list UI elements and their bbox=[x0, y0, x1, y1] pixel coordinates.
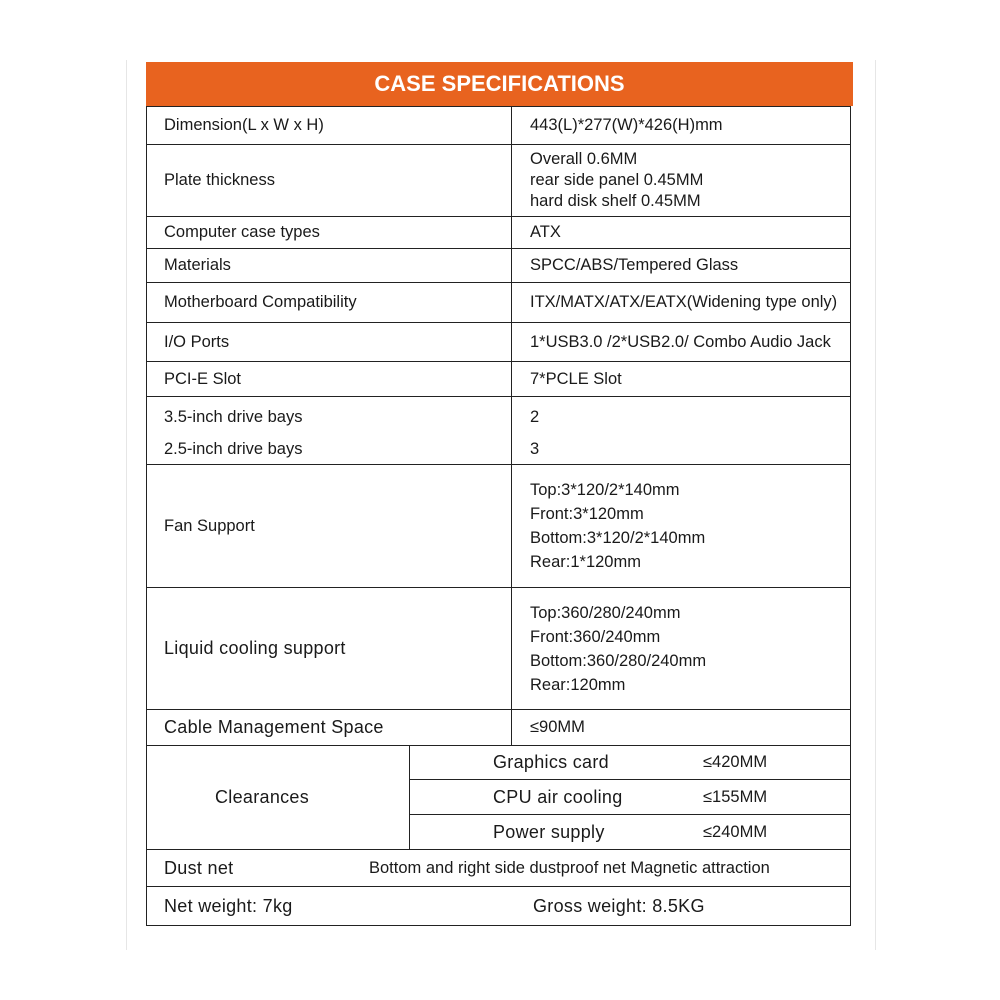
row-value bbox=[530, 145, 703, 216]
row-value: SPCC/ABS/Tempered Glass bbox=[530, 256, 739, 274]
value-line: Rear:1*120mm bbox=[530, 553, 641, 571]
row-value: ITX/MATX/ATX/EATX(Widening type only) bbox=[530, 293, 838, 311]
row-dimension bbox=[146, 106, 851, 145]
row-value: Bottom and right side dustproof net Magnetic attraction bbox=[369, 858, 770, 877]
row-value: 3 bbox=[530, 439, 540, 458]
row-label: Materials bbox=[164, 256, 231, 274]
row-dust-net bbox=[146, 850, 851, 887]
clearance-value: ≤240MM bbox=[703, 822, 768, 841]
row-value: 2 bbox=[530, 407, 540, 426]
row-label: Fan Support bbox=[164, 516, 255, 535]
row-value: 1*USB3.0 /2*USB2.0/ Combo Audio Jack bbox=[530, 332, 831, 351]
clearance-value: ≤155MM bbox=[703, 787, 768, 806]
row-motherboard bbox=[146, 283, 851, 323]
row-case-types bbox=[146, 217, 851, 249]
row-drive-bays bbox=[146, 397, 851, 465]
row-label: Clearances bbox=[215, 787, 310, 807]
value-line: hard disk shelf 0.45MM bbox=[530, 192, 701, 210]
row-plate-thickness bbox=[146, 145, 851, 217]
row-liquid-cooling bbox=[146, 588, 851, 710]
clearance-value: ≤420MM bbox=[703, 753, 768, 771]
row-label: I/O Ports bbox=[164, 332, 230, 351]
row-clearances bbox=[146, 746, 851, 850]
row-label: Dust net bbox=[164, 857, 234, 878]
row-cable-management bbox=[146, 710, 851, 746]
value-line: Top:3*120/2*140mm bbox=[530, 481, 680, 499]
row-fan-support bbox=[146, 465, 851, 588]
clearance-label: Power supply bbox=[493, 821, 605, 842]
row-value: 7*PCLE Slot bbox=[530, 369, 622, 388]
row-value bbox=[530, 465, 705, 587]
row-value: ≤90MM bbox=[530, 718, 585, 736]
value-line: Overall 0.6MM bbox=[530, 150, 638, 168]
value-line: Rear:120mm bbox=[530, 675, 626, 694]
clearance-label: CPU air cooling bbox=[493, 786, 623, 807]
row-value bbox=[530, 588, 706, 709]
row-label: Cable Management Space bbox=[164, 717, 384, 737]
row-label: Plate thickness bbox=[164, 171, 275, 189]
row-value: ATX bbox=[530, 223, 561, 241]
row-weight bbox=[146, 887, 851, 926]
row-label: PCI-E Slot bbox=[164, 369, 242, 388]
row-value: 443(L)*277(W)*426(H)mm bbox=[530, 116, 723, 134]
row-pcie bbox=[146, 362, 851, 397]
gross-weight: Gross weight: 8.5KG bbox=[533, 895, 705, 916]
value-line: Front:360/240mm bbox=[530, 627, 661, 646]
row-label: Motherboard Compatibility bbox=[164, 293, 357, 311]
page-title: CASE SPECIFICATIONS bbox=[374, 71, 625, 96]
clearance-item bbox=[410, 780, 850, 815]
row-label: Liquid cooling support bbox=[164, 638, 346, 658]
value-line: Bottom:360/280/240mm bbox=[530, 651, 707, 670]
row-materials bbox=[146, 249, 851, 283]
clearance-item bbox=[410, 815, 850, 849]
clearance-item bbox=[410, 746, 850, 780]
row-label: Dimension(L x W x H) bbox=[164, 116, 324, 134]
value-line: Front:3*120mm bbox=[530, 505, 644, 523]
value-line: Top:360/280/240mm bbox=[530, 603, 681, 622]
value-line: Bottom:3*120/2*140mm bbox=[530, 529, 706, 547]
spec-title-banner bbox=[146, 62, 853, 106]
net-weight: Net weight: 7kg bbox=[164, 895, 293, 916]
value-line: rear side panel 0.45MM bbox=[530, 171, 704, 189]
row-label: 2.5-inch drive bays bbox=[164, 439, 303, 458]
row-label: Computer case types bbox=[164, 223, 320, 241]
row-label: 3.5-inch drive bays bbox=[164, 407, 303, 426]
row-io-ports bbox=[146, 323, 851, 362]
clearance-label: Graphics card bbox=[493, 752, 609, 772]
